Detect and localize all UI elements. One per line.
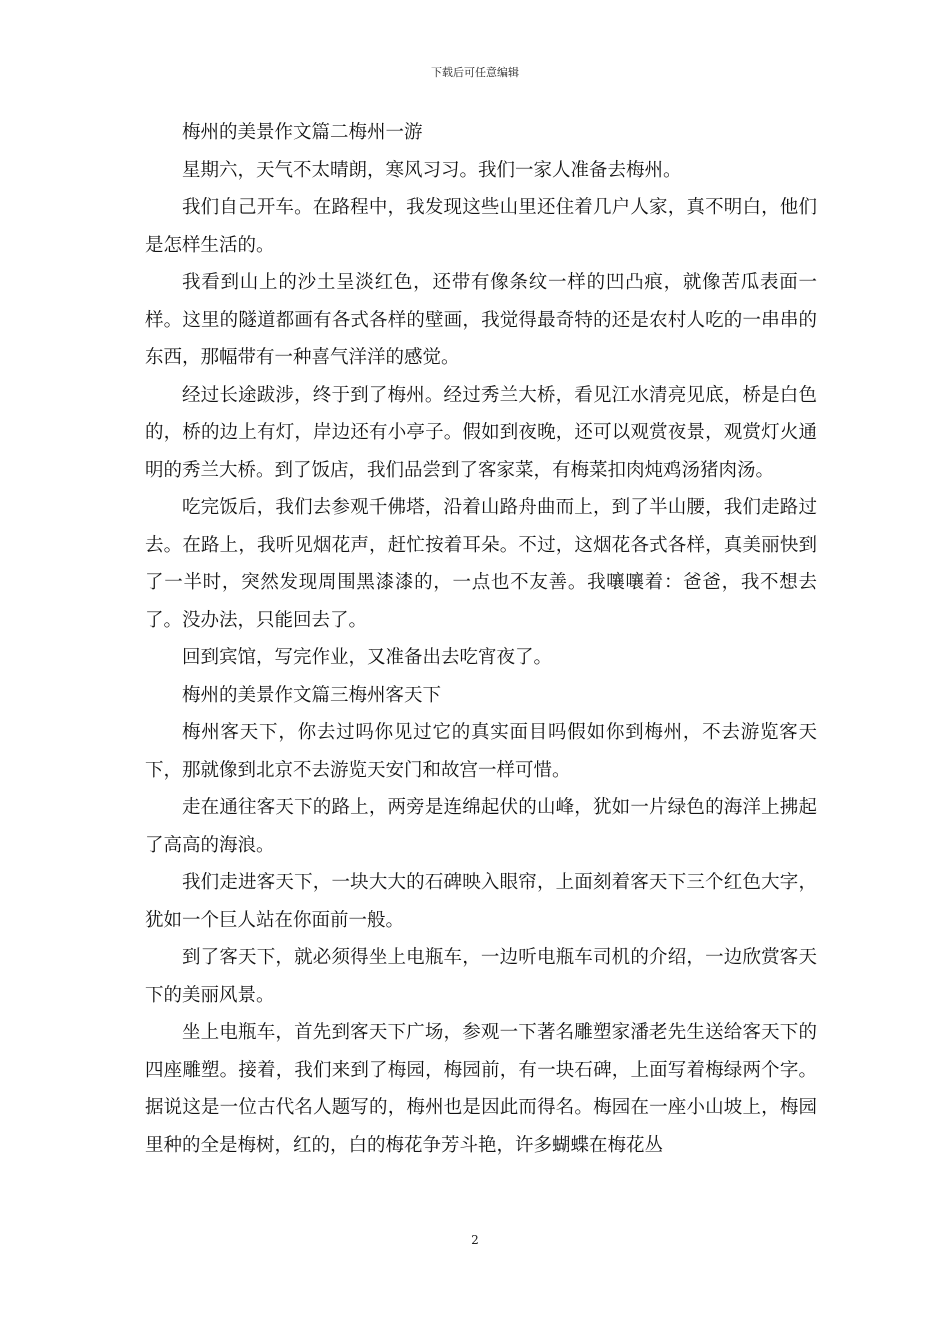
paragraph: 经过长途跋涉，终于到了梅州。经过秀兰大桥，看见江水清亮见底，桥是白色的，桥的边上有灯，岸边还有小亭子。假如到夜晚，还可以观赏夜景，观赏灯火通明的秀兰大桥。到了饭店，我们品尝到了客家菜，有梅菜扣肉炖鸡汤猪肉汤。 <box>145 384 817 481</box>
paragraph: 梅州客天下，你去过吗你见过它的真实面目吗假如你到梅州，不去游览客天下，那就像到北京不去游览天安门和故宫一样可惜。 <box>145 722 817 781</box>
paragraph: 坐上电瓶车，首先到客天下广场，参观一下著名雕塑家潘老先生送给客天下的四座雕塑。接着，我们来到了梅园，梅园前，有一块石碑，上面写着梅绿两个字。据说这是一位古代名人题写的，梅州也是因此而得名。梅园在一座小山坡上，梅园里种的全是梅树，红的，白的梅花争芳斗艳，许多蝴蝶在梅花丛 <box>145 1022 817 1156</box>
paragraph: 我们自己开车。在路程中，我发现这些山里还住着几户人家，真不明白，他们是怎样生活的。 <box>145 197 817 256</box>
paragraph: 我们走进客天下，一块大大的石碑映入眼帘，上面刻着客天下三个红色大字，犹如一个巨人站在你面前一般。 <box>145 872 817 931</box>
document-body <box>145 114 817 1164</box>
paragraph: 星期六，天气不太晴朗，寒风习习。我们一家人准备去梅州。 <box>182 159 682 181</box>
paragraph: 我看到山上的沙土呈淡红色，还带有像条纹一样的凹凸痕，就像苦瓜表面一样。这里的隧道都画有各式各样的壁画，我觉得最奇特的还是农村人吃的一串串的东西，那幅带有一种喜气洋洋的感觉。 <box>145 272 817 368</box>
section-title: 梅州的美景作文篇二梅州一游 <box>182 122 423 143</box>
page-header: 下载后可任意编辑 <box>431 66 519 79</box>
page-number: 2 <box>471 1233 479 1247</box>
section-title: 梅州的美景作文篇三梅州客天下 <box>182 684 442 706</box>
paragraph: 回到宾馆，写完作业，又准备出去吃宵夜了。 <box>182 647 553 668</box>
paragraph: 走在通往客天下的路上，两旁是连绵起伏的山峰，犹如一片绿色的海洋上拂起了高高的海浪。 <box>145 797 817 856</box>
paragraph: 到了客天下，就必须得坐上电瓶车，一边听电瓶车司机的介绍，一边欣赏客天下的美丽风景。 <box>145 947 817 1006</box>
paragraph: 吃完饭后，我们去参观千佛塔，沿着山路舟曲而上，到了半山腰，我们走路过去。在路上，我听见烟花声，赶忙按着耳朵。不过，这烟花各式各样，真美丽快到了一半时，突然发现周围黑漆漆的，一点也不友善。我嚷嚷着：爸爸，我不想去了。没办法，只能回去了。 <box>145 497 817 631</box>
